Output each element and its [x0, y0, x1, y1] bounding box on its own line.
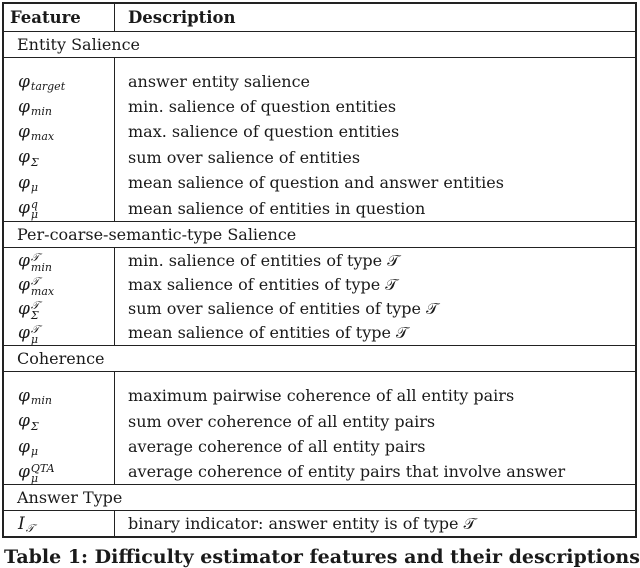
feature-symbol: φ min	[4, 383, 115, 408]
feature-symbol: φ μ	[4, 434, 115, 459]
feature-symbol: φ 𝒯 min	[4, 249, 115, 273]
table-row	[4, 69, 635, 94]
feature-symbol: φ 𝒯 μ	[4, 321, 115, 345]
section-header-coherence: Coherence	[4, 345, 635, 371]
feature-description: sum over salience of entities of type 𝒯	[128, 299, 439, 318]
feature-description: min. salience of entities of type 𝒯	[128, 251, 400, 270]
table-row	[4, 321, 635, 345]
table-row	[4, 249, 635, 273]
feature-symbol: φ μ	[4, 170, 115, 195]
table-row	[4, 144, 635, 170]
feature-description: min. salience of question entities	[128, 97, 397, 116]
table-row	[4, 408, 635, 434]
table-row	[4, 434, 635, 459]
feature-symbol: φ Σ	[4, 144, 115, 170]
feature-symbol: φ max	[4, 119, 115, 144]
table-row	[4, 195, 635, 221]
feature-description: max. salience of question entities	[128, 122, 400, 141]
header-description: Description	[128, 8, 236, 27]
feature-symbol: φ 𝒯 Σ	[4, 297, 115, 321]
table-row	[4, 119, 635, 144]
feature-description: average coherence of all entity pairs	[128, 437, 426, 456]
feature-symbol: φ Σ	[4, 408, 115, 434]
feature-description: mean salience of question and answer entities	[128, 173, 504, 192]
feature-description: sum over salience of entities	[128, 147, 361, 167]
table-row	[4, 170, 635, 195]
table-row	[4, 510, 635, 536]
feature-description: sum over coherence of all entity pairs	[128, 411, 436, 431]
feature-symbol: φ 𝒯 max	[4, 273, 115, 297]
feature-symbol: I 𝒯	[4, 511, 115, 536]
feature-symbol: φ target	[4, 69, 115, 94]
table-row	[4, 383, 635, 408]
feature-description: answer entity salience	[128, 72, 311, 91]
feature-description: max salience of entities of type 𝒯	[128, 275, 398, 294]
feature-symbol: φ q μ	[4, 195, 115, 221]
feature-description: binary indicator: answer entity is of type 𝒯	[128, 513, 476, 533]
table-row	[4, 94, 635, 119]
header-feature: Feature	[4, 4, 115, 31]
feature-description: maximum pairwise coherence of all entity pairs	[128, 386, 515, 405]
section-header-entity-salience: Entity Salience	[4, 31, 635, 57]
features-table	[2, 2, 637, 538]
table-row	[4, 273, 635, 297]
feature-description: mean salience of entities in question	[128, 198, 426, 218]
feature-description: average coherence of entity pairs that involve answer	[128, 462, 566, 481]
feature-symbol: φ QTA μ	[4, 459, 115, 484]
section-header-answer-type: Answer Type	[4, 484, 635, 510]
feature-description: mean salience of entities of type 𝒯	[128, 323, 409, 342]
feature-symbol: φ min	[4, 94, 115, 119]
table-row	[4, 297, 635, 321]
table-row	[4, 459, 635, 484]
table-header-row	[4, 4, 635, 31]
section-header-per-type-salience: Per-coarse-semantic-type Salience	[4, 221, 635, 247]
table-caption: Table 1: Difficulty estimator features and their descriptions	[4, 546, 640, 568]
